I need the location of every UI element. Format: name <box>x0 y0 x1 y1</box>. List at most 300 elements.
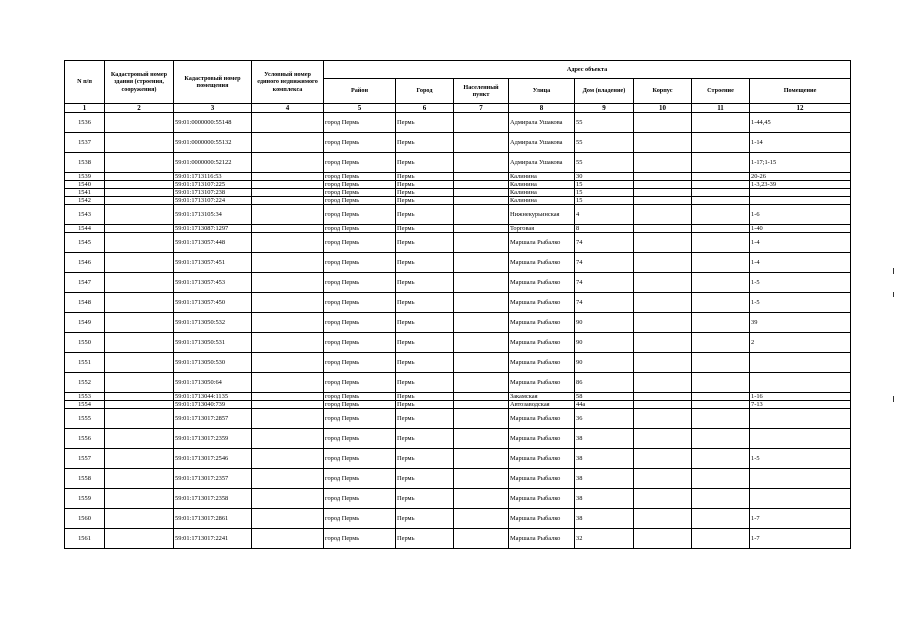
cell-building-no <box>692 469 750 489</box>
cell-korpus <box>634 333 692 353</box>
cell-complex-number <box>252 401 324 409</box>
cell-city: Пермь <box>396 197 454 205</box>
cell-house: 36 <box>575 409 634 429</box>
cell-building-no <box>692 293 750 313</box>
table-row <box>65 153 851 173</box>
cell-row-number: 1551 <box>65 353 105 373</box>
cell-city: Пермь <box>396 133 454 153</box>
cell-complex-number <box>252 529 324 549</box>
cell-building-no <box>692 133 750 153</box>
col-header-korpus: Корпус <box>634 79 692 104</box>
cell-building-no <box>692 509 750 529</box>
cell-row-number: 1539 <box>65 173 105 181</box>
cell-building-no <box>692 529 750 549</box>
cell-premises: 2 <box>750 333 851 353</box>
cell-house: 38 <box>575 509 634 529</box>
cell-settlement <box>454 401 509 409</box>
cell-district: город Пермь <box>324 449 396 469</box>
cell-city: Пермь <box>396 469 454 489</box>
cell-building-cadastral <box>105 401 174 409</box>
cell-room-cadastral: 59:01:1713057:453 <box>174 273 252 293</box>
cell-settlement <box>454 189 509 197</box>
cell-complex-number <box>252 225 324 233</box>
cell-korpus <box>634 449 692 469</box>
cell-room-cadastral: 59:01:1713057:448 <box>174 233 252 253</box>
cell-complex-number <box>252 333 324 353</box>
cell-settlement <box>454 153 509 173</box>
cell-district: город Пермь <box>324 233 396 253</box>
cell-district: город Пермь <box>324 273 396 293</box>
table-row <box>65 253 851 273</box>
cell-house: 8 <box>575 225 634 233</box>
cell-korpus <box>634 225 692 233</box>
cell-row-number: 1555 <box>65 409 105 429</box>
cell-city: Пермь <box>396 189 454 197</box>
table-row <box>65 449 851 469</box>
cell-building-no <box>692 409 750 429</box>
cell-settlement <box>454 205 509 225</box>
cell-building-cadastral <box>105 293 174 313</box>
table-row <box>65 273 851 293</box>
cell-row-number: 1547 <box>65 273 105 293</box>
cell-complex-number <box>252 113 324 133</box>
cell-house: 55 <box>575 113 634 133</box>
cell-room-cadastral: 59:01:1713050:530 <box>174 353 252 373</box>
scan-edge-mark <box>893 396 894 402</box>
cell-district: город Пермь <box>324 409 396 429</box>
cell-premises <box>750 189 851 197</box>
cell-house: 74 <box>575 233 634 253</box>
cell-street: Маршала Рыбалко <box>509 333 575 353</box>
cell-building-cadastral <box>105 469 174 489</box>
cell-settlement <box>454 469 509 489</box>
cell-premises: 1-4 <box>750 233 851 253</box>
cell-house: 58 <box>575 393 634 401</box>
cell-city: Пермь <box>396 373 454 393</box>
cell-district: город Пермь <box>324 113 396 133</box>
cell-settlement <box>454 509 509 529</box>
cell-room-cadastral: 59:01:1713017:2861 <box>174 509 252 529</box>
cell-street: Маршала Рыбалко <box>509 233 575 253</box>
cell-korpus <box>634 529 692 549</box>
cell-settlement <box>454 233 509 253</box>
cell-row-number: 1537 <box>65 133 105 153</box>
cell-room-cadastral: 59:01:1713044:1135 <box>174 393 252 401</box>
cell-settlement <box>454 373 509 393</box>
cell-district: город Пермь <box>324 205 396 225</box>
cell-settlement <box>454 133 509 153</box>
cell-street: Маршала Рыбалко <box>509 409 575 429</box>
cell-row-number: 1561 <box>65 529 105 549</box>
cell-korpus <box>634 293 692 313</box>
cell-house: 55 <box>575 153 634 173</box>
cell-room-cadastral: 59:01:1713017:2857 <box>174 409 252 429</box>
cell-building-no <box>692 353 750 373</box>
registry-table <box>64 60 851 549</box>
cell-building-cadastral <box>105 509 174 529</box>
cell-city: Пермь <box>396 181 454 189</box>
cell-settlement <box>454 313 509 333</box>
cell-city: Пермь <box>396 293 454 313</box>
cell-building-cadastral <box>105 113 174 133</box>
cell-settlement <box>454 353 509 373</box>
cell-korpus <box>634 153 692 173</box>
cell-house: 55 <box>575 133 634 153</box>
cell-district: город Пермь <box>324 401 396 409</box>
cell-premises: 20-26 <box>750 173 851 181</box>
cell-room-cadastral: 59:01:1713107:224 <box>174 197 252 205</box>
cell-complex-number <box>252 273 324 293</box>
cell-complex-number <box>252 253 324 273</box>
cell-street: Маршала Рыбалко <box>509 253 575 273</box>
cell-building-no <box>692 173 750 181</box>
cell-row-number: 1556 <box>65 429 105 449</box>
cell-house: 38 <box>575 429 634 449</box>
cell-settlement <box>454 173 509 181</box>
cell-street: Торговая <box>509 225 575 233</box>
cell-street: Маршала Рыбалко <box>509 449 575 469</box>
column-number-row <box>65 104 851 113</box>
cell-premises <box>750 409 851 429</box>
cell-building-cadastral <box>105 273 174 293</box>
cell-settlement <box>454 449 509 469</box>
cell-complex-number <box>252 373 324 393</box>
cell-street: Маршала Рыбалко <box>509 293 575 313</box>
cell-building-cadastral <box>105 173 174 181</box>
col-header-building-cadastral: Кадастровый номер здания (строения, сооружения) <box>105 61 174 104</box>
cell-district: город Пермь <box>324 253 396 273</box>
cell-room-cadastral: 59:01:1713017:2357 <box>174 469 252 489</box>
col-header-settlement: Населенный пункт <box>454 79 509 104</box>
cell-room-cadastral: 59:01:1713050:64 <box>174 373 252 393</box>
cell-settlement <box>454 293 509 313</box>
cell-settlement <box>454 393 509 401</box>
scan-edge-mark <box>893 292 894 297</box>
cell-settlement <box>454 489 509 509</box>
cell-korpus <box>634 133 692 153</box>
cell-premises: 1-5 <box>750 293 851 313</box>
cell-building-cadastral <box>105 393 174 401</box>
cell-premises: 1-16 <box>750 393 851 401</box>
cell-building-no <box>692 429 750 449</box>
cell-building-no <box>692 233 750 253</box>
cell-settlement <box>454 333 509 353</box>
table-row <box>65 313 851 333</box>
cell-district: город Пермь <box>324 293 396 313</box>
col-header-street: Улица <box>509 79 575 104</box>
cell-premises: 1-5 <box>750 273 851 293</box>
cell-city: Пермь <box>396 401 454 409</box>
cell-room-cadastral: 59:01:1713057:451 <box>174 253 252 273</box>
cell-settlement <box>454 225 509 233</box>
cell-premises <box>750 469 851 489</box>
cell-building-no <box>692 113 750 133</box>
cell-premises <box>750 353 851 373</box>
cell-korpus <box>634 189 692 197</box>
cell-building-cadastral <box>105 233 174 253</box>
cell-building-no <box>692 253 750 273</box>
column-number: 8 <box>509 104 575 113</box>
cell-row-number: 1549 <box>65 313 105 333</box>
table-row <box>65 233 851 253</box>
column-number: 6 <box>396 104 454 113</box>
column-number: 5 <box>324 104 396 113</box>
cell-row-number: 1540 <box>65 181 105 189</box>
cell-building-cadastral <box>105 205 174 225</box>
cell-house: 74 <box>575 253 634 273</box>
table-row <box>65 401 851 409</box>
cell-house: 86 <box>575 373 634 393</box>
cell-house: 74 <box>575 293 634 313</box>
table-row <box>65 489 851 509</box>
cell-room-cadastral: 59:01:0000000:55132 <box>174 133 252 153</box>
cell-house: 38 <box>575 469 634 489</box>
cell-row-number: 1554 <box>65 401 105 409</box>
cell-district: город Пермь <box>324 153 396 173</box>
column-number: 4 <box>252 104 324 113</box>
cell-korpus <box>634 313 692 333</box>
cell-row-number: 1560 <box>65 509 105 529</box>
cell-building-no <box>692 373 750 393</box>
col-header-n: N п/п <box>65 61 105 104</box>
cell-district: город Пермь <box>324 509 396 529</box>
cell-korpus <box>634 353 692 373</box>
cell-street: Нижнекурьинская <box>509 205 575 225</box>
column-number: 10 <box>634 104 692 113</box>
cell-district: город Пермь <box>324 333 396 353</box>
cell-building-no <box>692 333 750 353</box>
cell-district: город Пермь <box>324 353 396 373</box>
cell-building-cadastral <box>105 133 174 153</box>
cell-street: Маршала Рыбалко <box>509 509 575 529</box>
cell-house: 44а <box>575 401 634 409</box>
cell-house: 32 <box>575 529 634 549</box>
cell-city: Пермь <box>396 489 454 509</box>
table-row <box>65 181 851 189</box>
table-row <box>65 353 851 373</box>
cell-complex-number <box>252 469 324 489</box>
cell-room-cadastral: 59:01:1713017:2358 <box>174 489 252 509</box>
cell-settlement <box>454 113 509 133</box>
cell-city: Пермь <box>396 353 454 373</box>
cell-building-cadastral <box>105 353 174 373</box>
cell-district: город Пермь <box>324 429 396 449</box>
cell-room-cadastral: 59:01:1713017:2546 <box>174 449 252 469</box>
table-row <box>65 429 851 449</box>
cell-korpus <box>634 393 692 401</box>
column-number: 12 <box>750 104 851 113</box>
col-header-premises: Помещение <box>750 79 851 104</box>
cell-room-cadastral: 59:01:1713017:2241 <box>174 529 252 549</box>
cell-building-cadastral <box>105 333 174 353</box>
cell-street: Маршала Рыбалко <box>509 469 575 489</box>
cell-premises: 1-40 <box>750 225 851 233</box>
cell-premises <box>750 489 851 509</box>
cell-complex-number <box>252 233 324 253</box>
cell-premises: 1-4 <box>750 253 851 273</box>
cell-district: город Пермь <box>324 133 396 153</box>
cell-row-number: 1552 <box>65 373 105 393</box>
cell-complex-number <box>252 153 324 173</box>
cell-korpus <box>634 233 692 253</box>
cell-city: Пермь <box>396 225 454 233</box>
cell-complex-number <box>252 509 324 529</box>
table-row <box>65 173 851 181</box>
cell-building-cadastral <box>105 489 174 509</box>
cell-complex-number <box>252 173 324 181</box>
table-row <box>65 393 851 401</box>
cell-complex-number <box>252 197 324 205</box>
cell-street: Маршала Рыбалко <box>509 429 575 449</box>
cell-building-no <box>692 393 750 401</box>
col-header-room-cadastral: Кадастровый номер помещения <box>174 61 252 104</box>
col-header-district: Район <box>324 79 396 104</box>
table-row <box>65 205 851 225</box>
cell-settlement <box>454 181 509 189</box>
cell-building-cadastral <box>105 153 174 173</box>
cell-district: город Пермь <box>324 197 396 205</box>
cell-room-cadastral: 59:01:0000000:52122 <box>174 153 252 173</box>
cell-complex-number <box>252 449 324 469</box>
cell-city: Пермь <box>396 273 454 293</box>
table-row <box>65 333 851 353</box>
cell-house: 30 <box>575 173 634 181</box>
cell-settlement <box>454 409 509 429</box>
cell-premises: 1-3,23-39 <box>750 181 851 189</box>
table-row <box>65 409 851 429</box>
cell-building-cadastral <box>105 225 174 233</box>
cell-building-no <box>692 225 750 233</box>
cell-building-cadastral <box>105 181 174 189</box>
cell-street: Адмирала Ушакова <box>509 133 575 153</box>
cell-premises: 1-6 <box>750 205 851 225</box>
cell-house: 90 <box>575 333 634 353</box>
cell-complex-number <box>252 133 324 153</box>
cell-street: Закамская <box>509 393 575 401</box>
cell-row-number: 1550 <box>65 333 105 353</box>
cell-korpus <box>634 273 692 293</box>
cell-room-cadastral: 59:01:1713050:531 <box>174 333 252 353</box>
cell-building-cadastral <box>105 529 174 549</box>
cell-street: Маршала Рыбалко <box>509 353 575 373</box>
cell-building-no <box>692 153 750 173</box>
cell-korpus <box>634 509 692 529</box>
cell-premises <box>750 197 851 205</box>
cell-korpus <box>634 181 692 189</box>
cell-building-cadastral <box>105 189 174 197</box>
cell-street: Маршала Рыбалко <box>509 529 575 549</box>
cell-street: Калинина <box>509 181 575 189</box>
cell-row-number: 1542 <box>65 197 105 205</box>
cell-korpus <box>634 205 692 225</box>
cell-room-cadastral: 59:01:1713087:1297 <box>174 225 252 233</box>
cell-street: Адмирала Ушакова <box>509 153 575 173</box>
cell-building-no <box>692 181 750 189</box>
cell-city: Пермь <box>396 333 454 353</box>
table-row <box>65 197 851 205</box>
cell-korpus <box>634 401 692 409</box>
cell-city: Пермь <box>396 233 454 253</box>
cell-house: 38 <box>575 449 634 469</box>
cell-district: город Пермь <box>324 529 396 549</box>
cell-complex-number <box>252 293 324 313</box>
cell-house: 38 <box>575 489 634 509</box>
column-number: 3 <box>174 104 252 113</box>
cell-complex-number <box>252 189 324 197</box>
cell-row-number: 1558 <box>65 469 105 489</box>
cell-house: 15 <box>575 197 634 205</box>
cell-room-cadastral: 59:01:1713017:2359 <box>174 429 252 449</box>
cell-row-number: 1541 <box>65 189 105 197</box>
column-number: 1 <box>65 104 105 113</box>
cell-room-cadastral: 59:01:1713040:739 <box>174 401 252 409</box>
cell-complex-number <box>252 313 324 333</box>
cell-row-number: 1553 <box>65 393 105 401</box>
cell-row-number: 1557 <box>65 449 105 469</box>
cell-settlement <box>454 253 509 273</box>
cell-row-number: 1559 <box>65 489 105 509</box>
cell-city: Пермь <box>396 449 454 469</box>
cell-korpus <box>634 469 692 489</box>
cell-house: 90 <box>575 353 634 373</box>
cell-city: Пермь <box>396 173 454 181</box>
cell-building-no <box>692 449 750 469</box>
cell-city: Пермь <box>396 313 454 333</box>
cell-room-cadastral: 59:01:0000000:55148 <box>174 113 252 133</box>
scan-edge-mark <box>893 268 894 274</box>
table-row <box>65 529 851 549</box>
cell-building-no <box>692 489 750 509</box>
column-number: 7 <box>454 104 509 113</box>
cell-street: Маршала Рыбалко <box>509 373 575 393</box>
cell-settlement <box>454 197 509 205</box>
cell-district: город Пермь <box>324 469 396 489</box>
cell-building-cadastral <box>105 253 174 273</box>
cell-street: Маршала Рыбалко <box>509 273 575 293</box>
cell-row-number: 1543 <box>65 205 105 225</box>
cell-settlement <box>454 529 509 549</box>
cell-premises <box>750 373 851 393</box>
table-row <box>65 293 851 313</box>
cell-complex-number <box>252 393 324 401</box>
cell-city: Пермь <box>396 429 454 449</box>
cell-street: Калинина <box>509 189 575 197</box>
cell-row-number: 1546 <box>65 253 105 273</box>
column-number: 9 <box>575 104 634 113</box>
cell-premises: 1-44,45 <box>750 113 851 133</box>
cell-korpus <box>634 197 692 205</box>
cell-street: Адмирала Ушакова <box>509 113 575 133</box>
cell-street: Калинина <box>509 173 575 181</box>
cell-house: 15 <box>575 189 634 197</box>
cell-building-no <box>692 197 750 205</box>
header-row <box>65 61 851 79</box>
table-body <box>65 113 851 549</box>
col-header-house: Дом (владение) <box>575 79 634 104</box>
cell-house: 4 <box>575 205 634 225</box>
col-header-building-no: Строение <box>692 79 750 104</box>
cell-district: город Пермь <box>324 225 396 233</box>
cell-premises: 7-13 <box>750 401 851 409</box>
cell-building-cadastral <box>105 429 174 449</box>
cell-building-no <box>692 273 750 293</box>
cell-row-number: 1548 <box>65 293 105 313</box>
cell-row-number: 1544 <box>65 225 105 233</box>
cell-settlement <box>454 429 509 449</box>
table-row <box>65 469 851 489</box>
table-row <box>65 113 851 133</box>
cell-room-cadastral: 59:01:1713057:450 <box>174 293 252 313</box>
